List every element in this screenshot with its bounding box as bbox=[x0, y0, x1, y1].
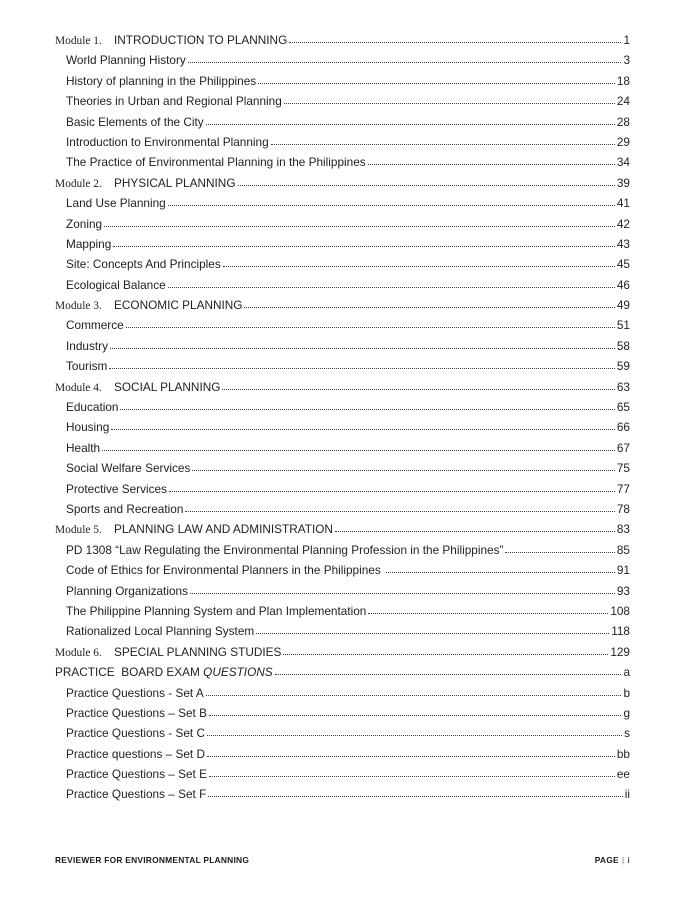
toc-entry-title: Practice Questions – Set F bbox=[66, 787, 207, 802]
toc-entry-page-number: 63 bbox=[616, 379, 630, 394]
toc-leader-dots bbox=[283, 654, 608, 655]
toc-entry-title: Ecological Balance bbox=[66, 277, 166, 292]
toc-leader-dots bbox=[207, 756, 615, 757]
toc-entry-page-number: 49 bbox=[616, 298, 630, 313]
toc-entry[interactable] bbox=[55, 723, 630, 743]
toc-entry-page-number: 28 bbox=[616, 114, 630, 129]
toc-leader-dots bbox=[368, 164, 615, 165]
toc-leader-dots bbox=[206, 124, 615, 125]
toc-entry-title: Practice questions – Set D bbox=[66, 746, 206, 761]
toc-entry-module-prefix: Module 1. bbox=[55, 35, 102, 47]
toc-entry-title: PD 1308 “Law Regulating the Environmental Planning Profession in the Philippines” bbox=[66, 542, 504, 557]
toc-leader-dots bbox=[386, 572, 615, 573]
toc-entry-title: PHYSICAL PLANNING bbox=[114, 175, 236, 190]
toc-entry-page-number: 34 bbox=[616, 155, 630, 170]
toc-entry-page-number: 66 bbox=[616, 420, 630, 435]
toc-entry[interactable] bbox=[55, 377, 630, 397]
toc-entry-title: SOCIAL PLANNING bbox=[114, 379, 221, 394]
toc-leader-dots bbox=[271, 144, 615, 145]
toc-entry[interactable] bbox=[55, 764, 630, 784]
toc-entry[interactable] bbox=[55, 703, 630, 723]
toc-leader-dots bbox=[335, 531, 615, 532]
toc-entry-page-number: 46 bbox=[616, 277, 630, 292]
toc-entry-page-number: 1 bbox=[623, 33, 630, 47]
toc-entry[interactable] bbox=[55, 479, 630, 499]
toc-leader-dots bbox=[185, 511, 614, 512]
toc-entry-page-number: 41 bbox=[616, 196, 630, 211]
toc-entry-page-number: 39 bbox=[616, 175, 630, 190]
toc-entry-page-number: 18 bbox=[616, 73, 630, 88]
toc-entry[interactable] bbox=[55, 683, 630, 703]
toc-leader-dots bbox=[168, 205, 615, 206]
toc-entry-title: Practice Questions – Set B bbox=[66, 705, 207, 720]
toc-entry-page-number: g bbox=[623, 705, 630, 720]
toc-leader-dots bbox=[110, 348, 615, 349]
toc-entry[interactable] bbox=[55, 621, 630, 641]
toc-entry-module-prefix: Module 5. bbox=[55, 524, 102, 537]
toc-entry-title: INTRODUCTION TO PLANNING bbox=[114, 33, 288, 47]
toc-entry-title: World Planning History bbox=[66, 53, 186, 68]
toc-entry-page-number: 24 bbox=[616, 94, 630, 109]
toc-leader-dots bbox=[289, 42, 621, 43]
toc-entry[interactable] bbox=[55, 662, 630, 682]
toc-entry[interactable] bbox=[55, 601, 630, 621]
toc-leader-dots bbox=[208, 796, 622, 797]
toc-entry-title: Health bbox=[66, 440, 101, 455]
toc-leader-dots bbox=[275, 674, 622, 675]
toc-entry[interactable] bbox=[55, 214, 630, 234]
toc-entry[interactable] bbox=[55, 91, 630, 111]
toc-leader-dots bbox=[104, 226, 615, 227]
toc-leader-dots bbox=[505, 552, 614, 553]
toc-entry-module-prefix: Module 2. bbox=[55, 177, 102, 190]
toc-entry[interactable] bbox=[55, 315, 630, 335]
toc-entry[interactable] bbox=[55, 458, 630, 478]
toc-entry-page-number: 45 bbox=[616, 257, 630, 272]
toc-leader-dots bbox=[223, 266, 615, 267]
toc-entry-page-number: 118 bbox=[611, 624, 630, 639]
toc-entry-page-number: 43 bbox=[616, 236, 630, 251]
toc-entry-page-number: 129 bbox=[610, 644, 630, 659]
toc-leader-dots bbox=[113, 246, 615, 247]
toc-leader-dots bbox=[284, 103, 615, 104]
toc-entry-title: Practice Questions - Set A bbox=[66, 685, 204, 700]
toc-leader-dots bbox=[206, 695, 622, 696]
toc-entry[interactable] bbox=[55, 336, 630, 356]
toc-entry-module-prefix: Module 3. bbox=[55, 300, 102, 313]
toc-entry[interactable] bbox=[55, 581, 630, 601]
toc-entry-title: Housing bbox=[66, 420, 110, 435]
toc-entry-title: Theories in Urban and Regional Planning bbox=[66, 94, 282, 109]
toc-entry[interactable] bbox=[55, 254, 630, 274]
toc-entry[interactable] bbox=[55, 132, 630, 152]
toc-entry-title: Commerce bbox=[66, 318, 124, 333]
toc-entry-page-number: 42 bbox=[616, 216, 630, 231]
toc-entry-page-number: 83 bbox=[616, 522, 630, 537]
toc-entry-page-number: 65 bbox=[616, 400, 630, 415]
toc-entry[interactable] bbox=[55, 193, 630, 213]
toc-leader-dots bbox=[244, 307, 614, 308]
toc-entry-title: The Philippine Planning System and Plan Implementation bbox=[66, 603, 367, 618]
toc-leader-dots bbox=[126, 327, 615, 328]
toc-leader-dots bbox=[169, 491, 615, 492]
toc-leader-dots bbox=[207, 735, 622, 736]
toc-entry-page-number: a bbox=[623, 665, 630, 680]
toc-entry[interactable] bbox=[55, 30, 630, 50]
toc-entry-page-number: 58 bbox=[616, 338, 630, 353]
toc-entry[interactable] bbox=[55, 784, 630, 804]
toc-entry-title: Site: Concepts And Principles bbox=[66, 257, 221, 272]
toc-entry-title: PLANNING LAW AND ADMINISTRATION bbox=[114, 522, 333, 537]
toc-entry-page-number: 93 bbox=[616, 583, 630, 598]
toc-entry-title: Tourism bbox=[66, 359, 108, 374]
toc-entry-module-prefix: Module 4. bbox=[55, 381, 102, 394]
toc-entry-page-number: bb bbox=[616, 746, 630, 761]
toc-leader-dots bbox=[258, 83, 615, 84]
toc-entry[interactable] bbox=[55, 50, 630, 70]
toc-entry[interactable] bbox=[55, 295, 630, 315]
toc-leader-dots bbox=[168, 287, 615, 288]
toc-entry-title: Basic Elements of the City bbox=[66, 114, 204, 129]
toc-entry-title: Protective Services bbox=[66, 481, 167, 496]
toc-entry-page-number: s bbox=[624, 726, 630, 741]
toc-leader-dots bbox=[256, 633, 609, 634]
footer-page-indicator bbox=[595, 855, 630, 865]
toc-entry-title-italic: QUESTIONS bbox=[203, 665, 273, 680]
toc-entry[interactable] bbox=[55, 642, 630, 662]
toc-entry-page-number: ii bbox=[624, 787, 630, 802]
toc-entry-title: ECONOMIC PLANNING bbox=[114, 298, 243, 313]
toc-entry[interactable] bbox=[55, 234, 630, 254]
toc-leader-dots bbox=[111, 429, 615, 430]
toc-entry-page-number: 108 bbox=[610, 603, 630, 618]
toc-leader-dots bbox=[238, 185, 615, 186]
toc-entry[interactable] bbox=[55, 438, 630, 458]
toc-entry-page-number: 77 bbox=[616, 481, 630, 496]
toc-entry-title: Introduction to Environmental Planning bbox=[66, 134, 269, 149]
toc-entry-title: Sports and Recreation bbox=[66, 501, 184, 516]
toc-entry-page-number: 29 bbox=[616, 134, 630, 149]
toc-entry[interactable] bbox=[55, 397, 630, 417]
toc-entry[interactable] bbox=[55, 499, 630, 519]
toc-entry[interactable] bbox=[55, 152, 630, 172]
toc-entry-page-number: b bbox=[623, 685, 630, 700]
toc-leader-dots bbox=[188, 62, 622, 63]
table-of-contents bbox=[55, 30, 630, 805]
toc-entry-title: Industry bbox=[66, 338, 108, 353]
toc-entry-title: History of planning in the Philippines bbox=[66, 73, 257, 88]
toc-leader-dots bbox=[209, 715, 621, 716]
toc-entry-page-number: 91 bbox=[616, 563, 630, 578]
toc-entry[interactable] bbox=[55, 112, 630, 132]
toc-entry-page-number: 3 bbox=[623, 53, 630, 68]
toc-entry-title: Practice Questions – Set E bbox=[66, 767, 207, 782]
toc-leader-dots bbox=[222, 389, 614, 390]
toc-entry-page-number: 51 bbox=[616, 318, 630, 333]
toc-entry-title: Planning Organizations bbox=[66, 583, 188, 598]
toc-entry[interactable] bbox=[55, 356, 630, 376]
toc-entry[interactable] bbox=[55, 519, 630, 539]
footer-page-number: i bbox=[627, 855, 630, 865]
toc-entry-title: Mapping bbox=[66, 236, 112, 251]
toc-entry-page-number: 67 bbox=[616, 440, 630, 455]
footer-page-label: PAGE bbox=[594, 855, 619, 865]
toc-entry-page-number: 78 bbox=[616, 501, 630, 516]
toc-entry-title: Rationalized Local Planning System bbox=[66, 624, 255, 639]
toc-entry[interactable] bbox=[55, 560, 630, 580]
toc-entry-page-number: ee bbox=[616, 767, 630, 782]
toc-entry-title: Education bbox=[66, 400, 119, 415]
toc-entry-page-number: 75 bbox=[616, 461, 630, 476]
toc-entry-title: The Practice of Environmental Planning in the Philippines bbox=[66, 155, 366, 170]
toc-entry[interactable] bbox=[55, 744, 630, 764]
toc-entry-title: Practice Questions - Set C bbox=[66, 726, 205, 741]
toc-leader-dots bbox=[109, 368, 615, 369]
toc-entry[interactable] bbox=[55, 417, 630, 437]
toc-leader-dots bbox=[120, 409, 614, 410]
toc-entry[interactable] bbox=[55, 275, 630, 295]
toc-leader-dots bbox=[209, 776, 615, 777]
toc-leader-dots bbox=[190, 593, 615, 594]
toc-entry-module-prefix: Module 6. bbox=[55, 646, 102, 659]
toc-entry-title: Code of Ethics for Environmental Planners in the Philippines bbox=[66, 563, 385, 578]
toc-entry-title: Zoning bbox=[66, 216, 103, 231]
toc-leader-dots bbox=[368, 613, 608, 614]
toc-entry[interactable] bbox=[55, 71, 630, 91]
toc-entry-title: SPECIAL PLANNING STUDIES bbox=[114, 644, 282, 659]
toc-leader-dots bbox=[192, 470, 615, 471]
toc-entry-title: Social Welfare Services bbox=[66, 461, 191, 476]
toc-entry[interactable] bbox=[55, 173, 630, 193]
toc-entry[interactable] bbox=[55, 540, 630, 560]
toc-entry-page-number: 59 bbox=[616, 359, 630, 374]
toc-entry-title: PRACTICE BOARD EXAM bbox=[55, 665, 204, 680]
footer-separator: | bbox=[621, 855, 625, 865]
toc-entry-title: Land Use Planning bbox=[66, 196, 166, 211]
toc-entry-page-number: 85 bbox=[616, 542, 630, 557]
toc-leader-dots bbox=[102, 450, 615, 451]
page-footer bbox=[55, 855, 630, 865]
footer-document-title: REVIEWER FOR ENVIRONMENTAL PLANNING bbox=[55, 855, 250, 865]
